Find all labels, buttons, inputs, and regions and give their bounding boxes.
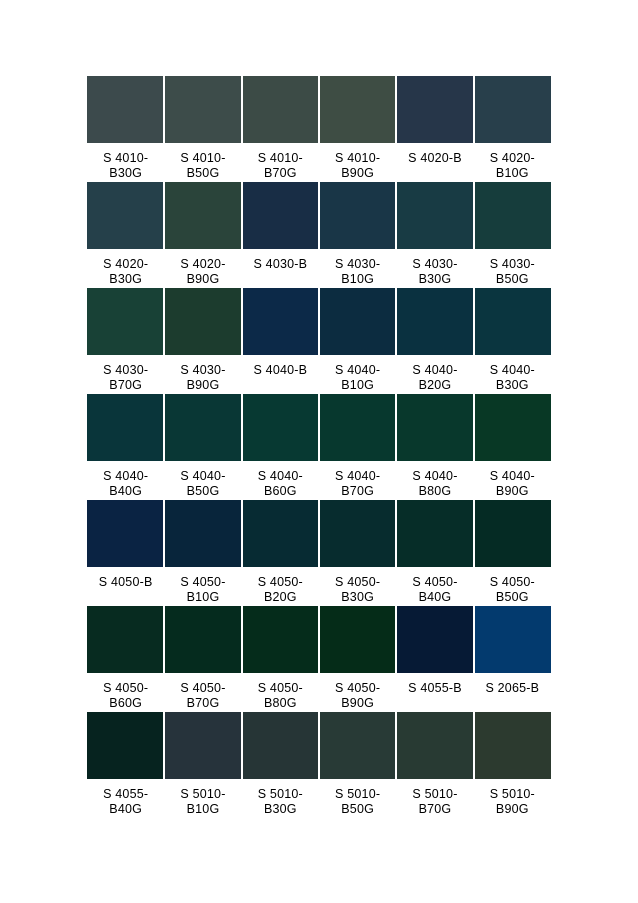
swatch-label — [242, 249, 319, 272]
color-swatch — [474, 288, 551, 355]
swatch-code-line1: S 4030- — [180, 363, 226, 377]
color-swatch-card — [87, 182, 164, 288]
swatch-label — [474, 673, 551, 696]
swatch-label — [164, 567, 241, 605]
swatch-code-line1: S 4020- — [103, 257, 149, 271]
swatch-code-line2: B30G — [109, 272, 143, 286]
color-swatch-card — [396, 606, 473, 712]
swatch-code-line1: S 4040- — [412, 469, 458, 483]
swatch-code-line2: B90G — [341, 696, 375, 710]
swatch-code-line1: S 4020- — [180, 257, 226, 271]
color-swatch — [87, 606, 164, 673]
color-swatch-card — [164, 606, 241, 712]
color-swatch-card — [319, 712, 396, 818]
color-swatch-card — [474, 606, 551, 712]
swatch-code-line1: S 4030- — [335, 257, 381, 271]
swatch-label — [396, 673, 473, 696]
color-swatch-card — [474, 76, 551, 182]
swatch-label — [242, 355, 319, 378]
swatch-code-line2: B50G — [186, 484, 220, 498]
swatch-code-line1: S 4020- — [489, 151, 535, 165]
swatch-label — [319, 779, 396, 817]
swatch-code-line2: B50G — [341, 802, 375, 816]
swatch-code-line2: B10G — [186, 590, 220, 604]
swatch-code-line1: S 5010- — [257, 787, 303, 801]
swatch-code-line1: S 4055- — [103, 787, 149, 801]
swatch-code-line1: S 4050- — [489, 575, 535, 589]
color-swatch-card — [87, 500, 164, 606]
swatch-code-line1: S 4040- — [489, 363, 535, 377]
color-swatch — [242, 500, 319, 567]
swatch-code-line2: B90G — [495, 802, 529, 816]
swatch-code-line1: S 4010- — [257, 151, 303, 165]
swatch-label — [164, 673, 241, 711]
color-swatch — [242, 76, 319, 143]
swatch-row — [87, 76, 551, 182]
swatch-label — [396, 779, 473, 817]
swatch-code-line1: S 4040- — [335, 469, 381, 483]
swatch-code-line1: S 4010- — [335, 151, 381, 165]
swatch-label — [396, 143, 473, 166]
swatch-code-line2: B40G — [109, 484, 143, 498]
swatch-label — [164, 143, 241, 181]
swatch-label — [474, 461, 551, 499]
color-swatch-card — [396, 182, 473, 288]
color-swatch — [396, 288, 473, 355]
swatch-code-line2: B90G — [341, 166, 375, 180]
swatch-code-line1: S 4040- — [180, 469, 226, 483]
swatch-code-line1: S 4050- — [257, 681, 303, 695]
swatch-row — [87, 712, 551, 818]
swatch-code-line2: B80G — [263, 696, 297, 710]
swatch-label — [87, 143, 164, 181]
swatch-label — [87, 355, 164, 393]
swatch-code-line1: S 4050- — [180, 681, 226, 695]
swatch-row — [87, 500, 551, 606]
color-swatch — [87, 394, 164, 461]
swatch-code-line2: B20G — [263, 590, 297, 604]
swatch-code-line2: B50G — [186, 166, 220, 180]
swatch-label — [164, 249, 241, 287]
color-swatch — [474, 500, 551, 567]
swatch-label — [242, 567, 319, 605]
swatch-code-line1: S 5010- — [180, 787, 226, 801]
color-swatch-card — [319, 182, 396, 288]
color-swatch — [319, 182, 396, 249]
color-swatch-card — [87, 606, 164, 712]
color-swatch — [164, 712, 241, 779]
swatch-code-line2: B90G — [495, 484, 529, 498]
swatch-label — [87, 249, 164, 287]
color-swatch-card — [396, 288, 473, 394]
swatch-code-line2: B90G — [186, 378, 220, 392]
swatch-label — [396, 567, 473, 605]
color-swatch-card — [319, 76, 396, 182]
swatch-code-line1: S 4030- — [103, 363, 149, 377]
color-swatch-card — [474, 182, 551, 288]
color-swatch — [319, 394, 396, 461]
color-swatch — [396, 394, 473, 461]
swatch-code-line1: S 4040- — [257, 469, 303, 483]
swatch-label — [319, 567, 396, 605]
swatch-code-line2: B10G — [495, 166, 529, 180]
color-swatch — [396, 606, 473, 673]
swatch-code-line1: S 4040- — [489, 469, 535, 483]
swatch-label — [474, 249, 551, 287]
swatch-code-line1: S 4040- — [412, 363, 458, 377]
swatch-label — [396, 355, 473, 393]
color-swatch — [164, 182, 241, 249]
color-swatch-card — [242, 394, 319, 500]
swatch-label — [319, 249, 396, 287]
swatch-code-line2: B30G — [495, 378, 529, 392]
color-swatch-card — [474, 394, 551, 500]
color-swatch — [164, 606, 241, 673]
color-swatch — [474, 76, 551, 143]
swatch-code-line1: S 5010- — [489, 787, 535, 801]
swatch-label — [474, 355, 551, 393]
swatch-label — [87, 461, 164, 499]
swatch-label — [87, 567, 164, 590]
color-swatch — [87, 712, 164, 779]
swatch-code-line1: S 4050-B — [98, 575, 153, 589]
color-swatch — [319, 288, 396, 355]
color-swatch — [242, 288, 319, 355]
swatch-code-line2: B70G — [186, 696, 220, 710]
color-swatch-card — [396, 76, 473, 182]
swatch-label — [319, 673, 396, 711]
swatch-label — [164, 355, 241, 393]
color-swatch-grid — [87, 76, 551, 818]
swatch-code-line2: B80G — [418, 484, 452, 498]
swatch-label — [87, 779, 164, 817]
swatch-code-line1: S 4010- — [103, 151, 149, 165]
swatch-label — [164, 779, 241, 817]
swatch-code-line2: B60G — [109, 696, 143, 710]
swatch-code-line1: S 4010- — [180, 151, 226, 165]
swatch-label — [396, 249, 473, 287]
swatch-code-line1: S 4030- — [412, 257, 458, 271]
swatch-code-line2: B50G — [495, 590, 529, 604]
color-swatch-card — [164, 182, 241, 288]
swatch-code-line2: B60G — [263, 484, 297, 498]
swatch-code-line1: S 4050- — [335, 575, 381, 589]
color-swatch-card — [87, 288, 164, 394]
swatch-code-line2: B30G — [109, 166, 143, 180]
color-swatch — [242, 712, 319, 779]
color-swatch — [319, 606, 396, 673]
color-swatch-card — [396, 394, 473, 500]
color-swatch — [396, 76, 473, 143]
color-swatch-card — [164, 394, 241, 500]
color-swatch-card — [242, 76, 319, 182]
color-swatch-card — [242, 606, 319, 712]
color-swatch — [87, 500, 164, 567]
color-swatch-card — [474, 712, 551, 818]
swatch-code-line2: B50G — [495, 272, 529, 286]
swatch-code-line2: B30G — [263, 802, 297, 816]
swatch-label — [319, 461, 396, 499]
color-swatch — [474, 182, 551, 249]
color-swatch — [242, 182, 319, 249]
swatch-label — [474, 779, 551, 817]
color-swatch — [87, 76, 164, 143]
swatch-code-line2: B70G — [418, 802, 452, 816]
color-swatch-card — [87, 712, 164, 818]
color-swatch — [396, 712, 473, 779]
color-swatch — [319, 76, 396, 143]
color-swatch-card — [242, 500, 319, 606]
swatch-row — [87, 288, 551, 394]
swatch-code-line2: B40G — [109, 802, 143, 816]
swatch-label — [242, 143, 319, 181]
swatch-code-line1: S 4050- — [412, 575, 458, 589]
color-swatch — [87, 288, 164, 355]
swatch-code-line2: B30G — [341, 590, 375, 604]
swatch-code-line1: S 4055-B — [408, 681, 462, 695]
color-swatch-card — [164, 288, 241, 394]
color-swatch — [474, 712, 551, 779]
swatch-code-line1: S 4050- — [257, 575, 303, 589]
swatch-code-line1: S 4050- — [335, 681, 381, 695]
color-swatch-card — [87, 76, 164, 182]
color-swatch — [164, 76, 241, 143]
swatch-code-line1: S 4050- — [103, 681, 149, 695]
swatch-label — [242, 779, 319, 817]
color-swatch-card — [474, 500, 551, 606]
color-swatch-card — [87, 394, 164, 500]
swatch-code-line2: B20G — [418, 378, 452, 392]
swatch-code-line1: S 4030-B — [253, 257, 308, 271]
color-swatch — [474, 606, 551, 673]
swatch-label — [396, 461, 473, 499]
color-swatch-card — [396, 712, 473, 818]
swatch-row — [87, 182, 551, 288]
color-swatch — [242, 394, 319, 461]
swatch-label — [319, 355, 396, 393]
swatch-code-line2: B10G — [186, 802, 220, 816]
color-swatch-card — [164, 76, 241, 182]
color-swatch — [164, 288, 241, 355]
color-swatch-card — [474, 288, 551, 394]
swatch-row — [87, 606, 551, 712]
swatch-label — [242, 673, 319, 711]
color-swatch-card — [396, 500, 473, 606]
color-swatch — [319, 500, 396, 567]
color-swatch-card — [242, 712, 319, 818]
swatch-code-line2: B70G — [109, 378, 143, 392]
swatch-label — [474, 143, 551, 181]
color-swatch — [396, 500, 473, 567]
color-swatch-card — [242, 288, 319, 394]
color-swatch-card — [319, 500, 396, 606]
color-swatch — [87, 182, 164, 249]
color-swatch — [319, 712, 396, 779]
swatch-label — [242, 461, 319, 499]
color-swatch — [164, 500, 241, 567]
swatch-code-line2: B10G — [341, 378, 375, 392]
swatch-code-line2: B70G — [263, 166, 297, 180]
swatch-label — [474, 567, 551, 605]
swatch-label — [319, 143, 396, 181]
color-swatch — [242, 606, 319, 673]
swatch-code-line1: S 4040- — [335, 363, 381, 377]
color-swatch — [164, 394, 241, 461]
swatch-code-line1: S 4030- — [489, 257, 535, 271]
swatch-code-line1: S 4040- — [103, 469, 149, 483]
swatch-code-line2: B90G — [186, 272, 220, 286]
swatch-row — [87, 394, 551, 500]
swatch-code-line2: B70G — [341, 484, 375, 498]
color-swatch-card — [319, 394, 396, 500]
color-swatch-card — [242, 182, 319, 288]
swatch-code-line1: S 4050- — [180, 575, 226, 589]
swatch-code-line1: S 2065-B — [485, 681, 540, 695]
swatch-code-line2: B40G — [418, 590, 452, 604]
swatch-code-line1: S 5010- — [335, 787, 381, 801]
color-swatch-card — [164, 712, 241, 818]
color-swatch — [396, 182, 473, 249]
color-swatch — [474, 394, 551, 461]
swatch-label — [87, 673, 164, 711]
color-swatch-card — [164, 500, 241, 606]
swatch-code-line1: S 4040-B — [253, 363, 308, 377]
color-swatch-card — [319, 606, 396, 712]
swatch-code-line1: S 4020-B — [408, 151, 462, 165]
swatch-label — [164, 461, 241, 499]
swatch-code-line2: B10G — [341, 272, 375, 286]
color-swatch-card — [319, 288, 396, 394]
swatch-code-line2: B30G — [418, 272, 452, 286]
swatch-code-line1: S 5010- — [412, 787, 458, 801]
